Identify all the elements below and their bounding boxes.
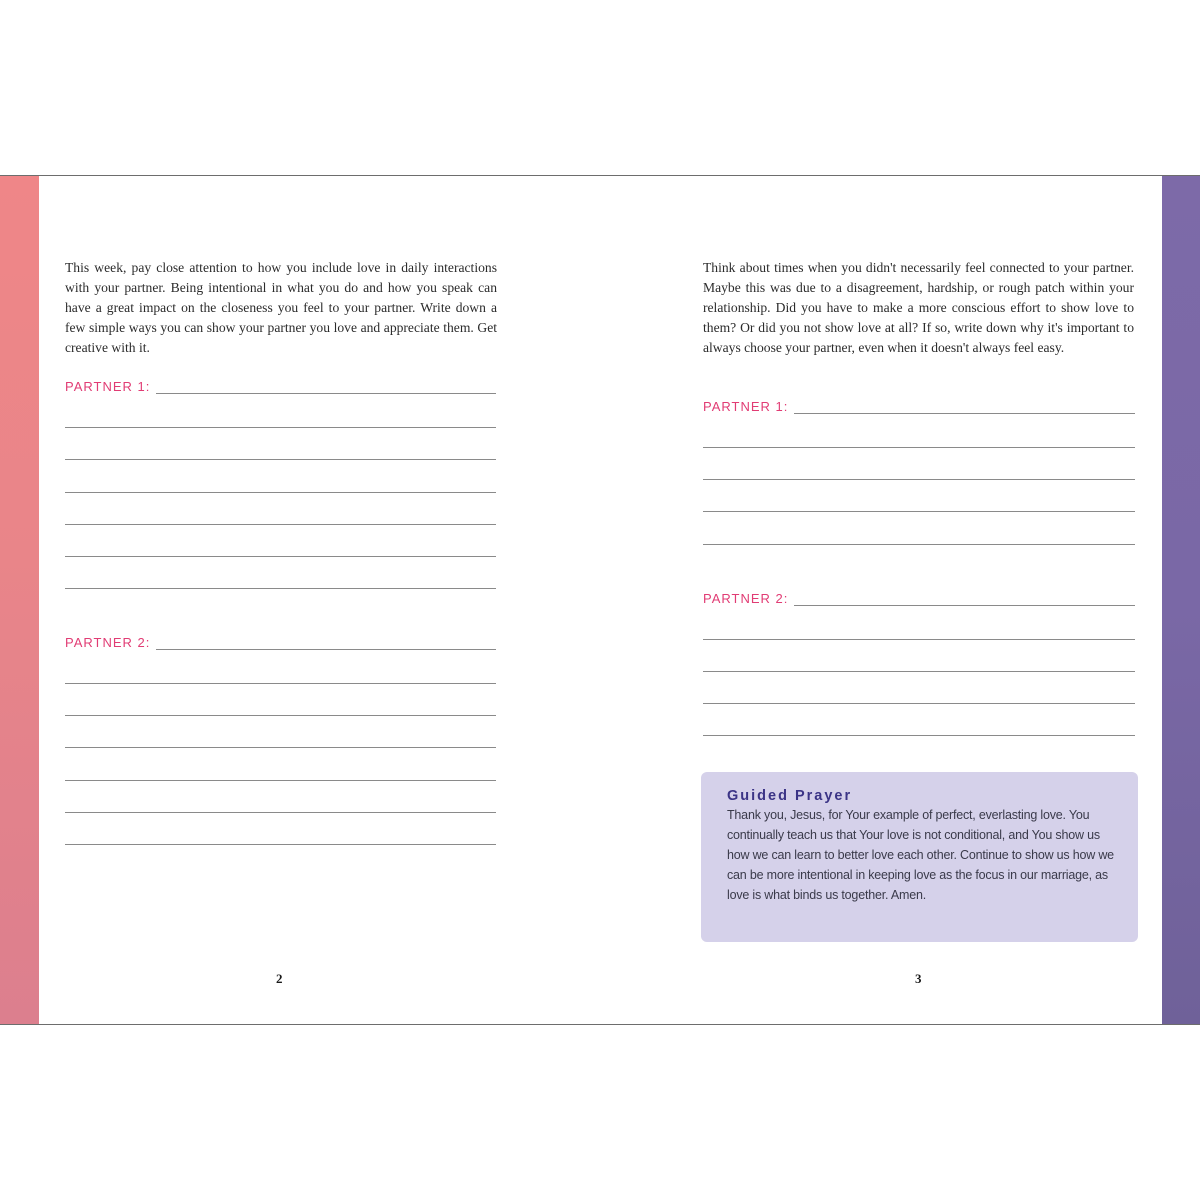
writing-line[interactable] — [65, 715, 496, 716]
prayer-title: Guided Prayer — [727, 788, 853, 804]
writing-line[interactable] — [703, 703, 1135, 704]
writing-line[interactable] — [65, 747, 496, 748]
writing-line[interactable] — [703, 511, 1135, 512]
writing-line[interactable] — [794, 604, 1135, 606]
writing-line[interactable] — [65, 492, 496, 493]
writing-line[interactable] — [703, 479, 1135, 480]
writing-line[interactable] — [65, 459, 496, 460]
right-partner2-label: PARTNER 2: — [703, 591, 789, 606]
writing-line[interactable] — [703, 735, 1135, 736]
left-partner2-field[interactable] — [65, 636, 496, 650]
writing-line[interactable] — [65, 780, 496, 781]
writing-line[interactable] — [703, 447, 1135, 448]
book-spread — [0, 175, 1200, 1025]
writing-line[interactable] — [65, 844, 496, 845]
writing-line[interactable] — [156, 392, 496, 394]
writing-line[interactable] — [65, 588, 496, 589]
guided-prayer-box — [701, 772, 1138, 942]
left-page-edge — [0, 176, 39, 1024]
page-number: 3 — [915, 971, 922, 986]
left-partner1-label: PARTNER 1: — [65, 379, 151, 394]
right-intro-text: Think about times when you didn't necessarily feel connected to your partner. Maybe this was due to a disagreement, hardship, or rough patch within your relationship. Did you have to make a more conscious effort to show love to them? Or did you not show love at all? If so, write down why it's important to always choose your partner, even when it doesn't always feel easy. — [703, 260, 1134, 355]
left-intro-text: This week, pay close attention to how you include love in daily interactions with your partner. Being intentional in what you do and how you speak can have a great impact on the closeness you feel to your partner. Write down a few simple ways you can show your partner you love and appreciate them. Get creative with it. — [65, 260, 497, 355]
left-page — [39, 176, 600, 1024]
writing-line[interactable] — [703, 671, 1135, 672]
right-partner2-field[interactable] — [703, 592, 1135, 606]
writing-line[interactable] — [703, 544, 1135, 545]
writing-line[interactable] — [794, 412, 1135, 414]
writing-line[interactable] — [65, 427, 496, 428]
writing-line[interactable] — [65, 812, 496, 813]
writing-line[interactable] — [65, 524, 496, 525]
writing-line[interactable] — [156, 648, 496, 650]
page-number: 2 — [276, 971, 283, 986]
right-partner1-label: PARTNER 1: — [703, 399, 789, 414]
writing-line[interactable] — [65, 556, 496, 557]
prayer-text: Thank you, Jesus, for Your example of perfect, everlasting love. You continually teach us that Your love is not conditional, and You show us how we can learn to better love each other. Continue to show us how we can be more intentional in keeping love as the focus in our marriage, as love is what binds us together. Amen. — [727, 808, 1114, 902]
left-partner1-field[interactable] — [65, 380, 496, 394]
right-page — [600, 176, 1162, 1024]
left-partner2-label: PARTNER 2: — [65, 635, 151, 650]
writing-line[interactable] — [65, 683, 496, 684]
right-page-edge — [1162, 176, 1200, 1024]
writing-line[interactable] — [703, 639, 1135, 640]
right-partner1-field[interactable] — [703, 400, 1135, 414]
